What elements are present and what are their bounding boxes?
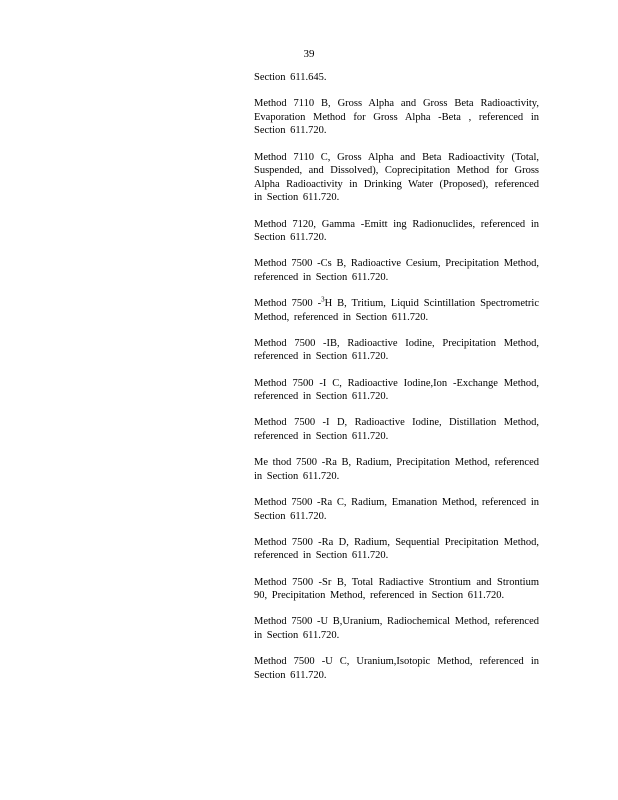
- entry-text-after: H B, Tritium, Liquid Scintillation Spectrometric Method, referenced in Section 611.720.: [254, 298, 539, 323]
- section-reference: Section 611.645.: [254, 72, 327, 83]
- method-entry-7500-ra-d: Method 7500 -Ra D, Radium, Sequential Precipitation Method, referenced in Section 611.720.: [254, 536, 539, 562]
- method-entry-7500-ra-b: Me thod 7500 -Ra B, Radium, Precipitation Method, referenced in Section 611.720.: [254, 457, 539, 482]
- method-entry-7500-cs-b: Method 7500 -Cs B, Radioactive Cesium, Precipitation Method, referenced in Section 611.720.: [254, 258, 539, 283]
- document-body: [254, 71, 539, 695]
- method-entry-7500-3h-b: [254, 297, 539, 324]
- entry-text-before: Method 7500 -: [254, 298, 322, 310]
- method-entry-7500-ra-c: Method 7500 -Ra C, Radium, Emanation Method, referenced in Section 611.720.: [254, 497, 539, 522]
- method-entry-7110c: Method 7110 C, Gross Alpha and Beta Radioactivity (Total, Suspended, and Dissolved), Coprecipitation Method for Gross Alpha Radioactivity in Drinking Water (Proposed), referenced in Section 611.720.: [254, 151, 539, 204]
- method-entry-7120: Method 7120, Gamma -Emitt ing Radionuclides, referenced in Section 611.720.: [254, 218, 539, 244]
- method-entry-7500-i-b: Method 7500 -IB, Radioactive Iodine, Precipitation Method, referenced in Section 611.720.: [254, 337, 539, 363]
- method-entry-7500-i-d: Method 7500 -I D, Radioactive Iodine, Distillation Method, referenced in Section 611.720.: [254, 417, 539, 443]
- method-entry-7500-u-c: Method 7500 -U C, Uranium,Isotopic Method, referenced in Section 611.720.: [254, 656, 539, 681]
- method-entry-7500-sr-b: Method 7500 -Sr B, Total Radiactive Strontium and Strontium 90, Precipitation Method, referenced in Section 611.720.: [254, 576, 539, 602]
- method-entry-7110b: Method 7110 B, Gross Alpha and Gross Beta Radioactivity, Evaporation Method for Gross Alpha -Beta , referenced in Section 611.720.: [254, 98, 539, 137]
- page-number: 39: [303, 48, 315, 60]
- superscript-isotope: 3: [321, 295, 325, 304]
- method-entry-7500-i-c: Method 7500 -I C, Radioactive Iodine,Ion -Exchange Method, referenced in Section 611.720.: [254, 377, 539, 403]
- method-entry-7500-u-b: Method 7500 -U B,Uranium, Radiochemical Method, referenced in Section 611.720.: [254, 616, 539, 641]
